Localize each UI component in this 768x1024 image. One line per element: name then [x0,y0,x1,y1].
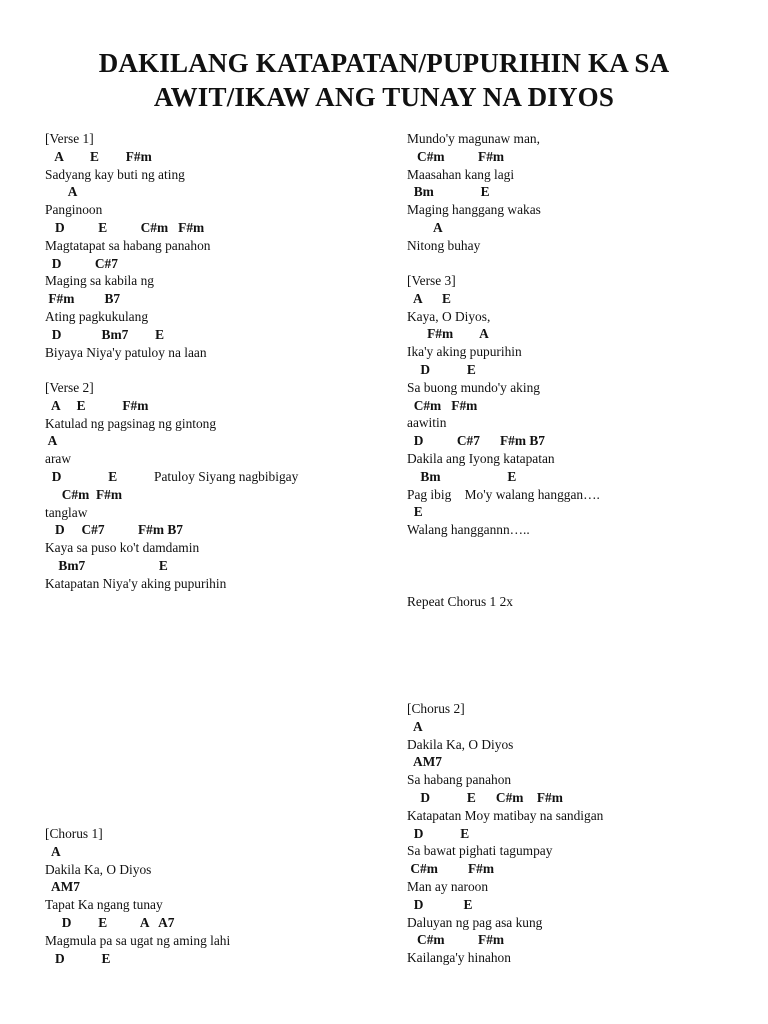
lyric-line: Maging hanggang wakas [407,202,541,218]
chord-line: Bm E [407,184,490,200]
chord-line: AM7 [407,754,442,770]
chord-line: D E [45,468,154,484]
lyric-line: Pag ibig Mo'y walang hanggan…. [407,486,600,502]
lyric-line: [Chorus 2] [407,701,465,716]
chord-line: A [45,184,78,200]
chord-line: F#m A [407,326,489,342]
lyric-line: Maging sa kabila ng [45,273,154,289]
chord-line: F#m B7 [45,291,121,307]
lyric-line: araw [45,451,72,467]
lyric-line: Kaya, O Diyos, [407,308,491,324]
lyric-line: Panginoon [45,202,103,218]
verse-3-block [407,272,600,539]
chord-line: A [45,433,58,449]
chord-line: C#m F#m [407,861,495,877]
chord-line: E [407,504,423,520]
verse2-mixed-line [45,468,298,486]
chord-line: D E [407,361,476,377]
chord-line: A [45,843,61,859]
chord-line: D C#7 [45,255,118,271]
chord-line: C#m F#m [407,932,505,948]
chord-line: D C#7 F#m B7 [45,522,183,538]
lyric-line: Walang hanggannn….. [407,522,530,538]
lyric-line: [Chorus 1] [45,826,103,841]
lyric-line: Ating pagkukulang [45,308,149,324]
lyric-line: Katapatan Moy matibay na sandigan [407,807,604,823]
chord-line: A E F#m [45,397,149,413]
repeat-note-block [407,557,513,629]
bridge-block [407,130,541,255]
lyric-line: Katulad ng pagsinag ng gintong [45,415,217,431]
lyric-text: Patuloy Siyang nagbibigay [154,468,299,484]
lyric-line: Dakila Ka, O Diyos [407,736,514,752]
chord-line: D E C#m F#m [407,789,563,805]
lyric-line: Magmula pa sa ugat ng aming lahi [45,932,231,948]
lyric-line: Man ay naroon [407,878,489,894]
lyric-line: Katapatan Niya'y aking pupurihin [45,575,227,591]
chord-line: AM7 [45,879,80,895]
lyric-line: Tapat Ka ngang tunay [45,897,163,913]
lyric-line: Biyaya Niya'y patuloy na laan [45,344,207,360]
chorus-2-block [407,700,603,967]
chord-line: D E A A7 [45,914,175,930]
chord-line: A [407,718,423,734]
lyric-line: [Verse 3] [407,273,456,288]
lyric-line: Sa habang panahon [407,772,512,788]
song-title [0,46,768,114]
title-line-1: DAKILANG KATAPATAN/PUPURIHIN KA SA [98,48,670,78]
lyric-line: Maasahan kang lagi [407,166,515,182]
lyric-line: Sadyang kay buti ng ating [45,166,185,182]
chord-line: C#m F#m [407,148,505,164]
verse-2-block [45,379,298,593]
chord-line: C#m F#m [407,397,478,413]
lyric-line: Ika'y aking pupurihin [407,344,522,360]
lyric-line: Daluyan ng pag asa kung [407,914,543,930]
chord-line: D Bm7 E [45,326,165,342]
lyric-line: Kaya sa puso ko't damdamin [45,540,200,556]
chord-line: Bm7 E [45,557,168,573]
chord-line: C#m F#m [45,486,122,502]
lyric-line: Kailanga'y hinahon [407,950,511,966]
lyric-line: Mundo'y magunaw man, [407,131,540,146]
lyric-line: Sa buong mundo'y aking [407,379,540,395]
chord-line: A E F#m [45,148,152,164]
chord-line: Bm E [407,468,517,484]
chorus-1-block [45,825,230,967]
lyric-line: Dakila Ka, O Diyos [45,861,152,877]
chord-line: D E C#m F#m [45,219,205,235]
chord-line: D E [45,950,111,966]
lyric-line: Sa bawat pighati tagumpay [407,843,553,859]
lyric-line: [Verse 1] [45,131,94,146]
chord-line: A E [407,290,451,306]
lyric-line: Dakila ang Iyong katapatan [407,450,555,466]
lyric-line: Nitong buhay [407,237,481,253]
verse-1-block [45,130,210,361]
chord-line: D E [407,825,470,841]
lyric-line: Magtatapat sa habang panahon [45,237,211,253]
lyric-line: aawitin [407,415,447,431]
repeat-note: Repeat Chorus 1 2x [407,594,513,609]
chord-line: D C#7 F#m B7 [407,433,545,449]
title-line-2: AWIT/IKAW ANG TUNAY NA DIYOS [153,82,615,112]
chord-line: D E [407,896,473,912]
lyric-line: [Verse 2] [45,380,94,395]
chord-line: A [407,219,443,235]
lyric-line: tanglaw [45,504,88,520]
